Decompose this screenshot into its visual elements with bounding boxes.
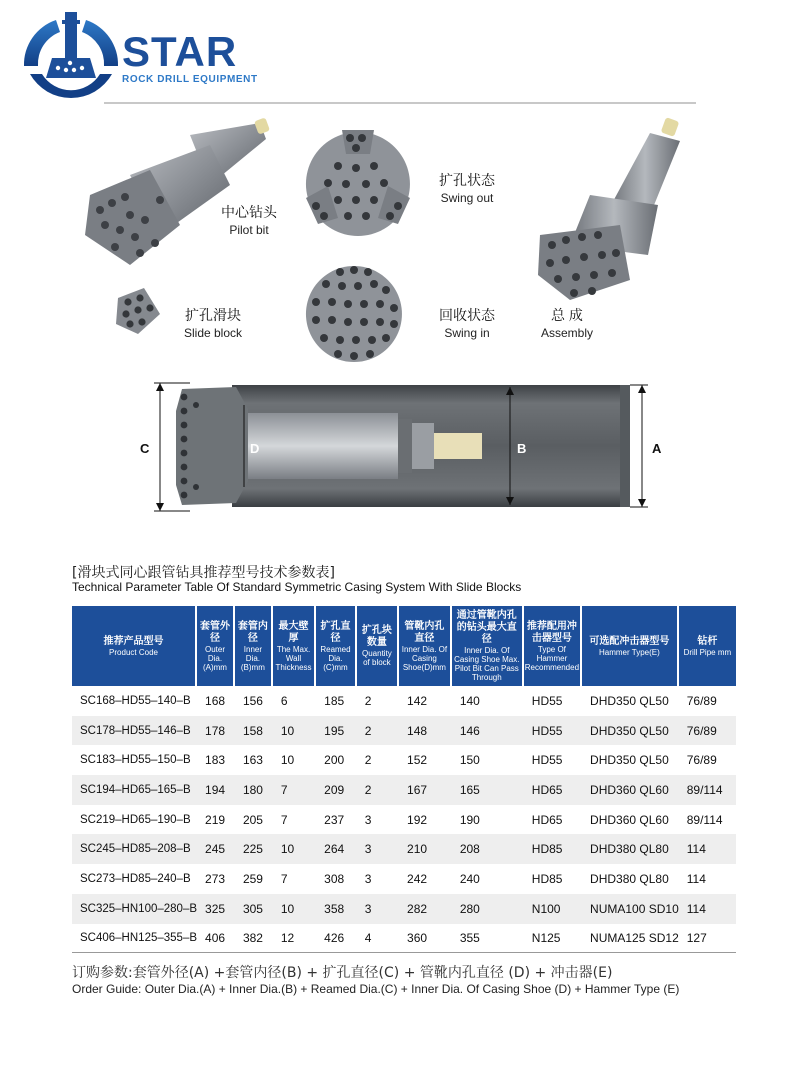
table-cell: 209 — [316, 775, 357, 805]
table-cell: 185 — [324, 693, 345, 708]
table-cell: 219 — [205, 812, 226, 827]
table-cell: 245 — [197, 834, 235, 864]
table-cell: 158 — [235, 716, 273, 746]
product-code-cell: SC168–HD55–140–B — [80, 694, 191, 707]
caption-en: Pilot bit — [229, 223, 269, 237]
caption-en: Swing in — [444, 326, 490, 340]
table-row — [72, 924, 736, 954]
product-code-cell: SC325–HN100–280–B — [72, 894, 197, 924]
table-title-cn: [滑块式同心跟管钻具推荐型号技术参数表] — [72, 565, 335, 581]
table-cell: 2 — [364, 693, 372, 708]
table-cell: 178 — [197, 716, 235, 746]
table-cell: DHD350 QL50 — [590, 753, 669, 768]
table-cell: 205 — [242, 812, 263, 827]
header-reamed-dia: 扩孔直径 Reamed Dia.(C)mm — [316, 606, 357, 686]
table-cell: 280 — [452, 894, 524, 924]
table-cell: DHD360 QL60 — [590, 812, 669, 827]
table-cell: 240 — [459, 871, 480, 886]
pilot-bit-image — [70, 115, 270, 275]
table-cell: 168 — [205, 693, 226, 708]
table-cell: 2 — [357, 775, 399, 805]
table-cell: 76/89 — [686, 753, 717, 768]
product-code-cell: SC406–HN125–355–B — [80, 932, 198, 945]
table-cell: 242 — [407, 871, 428, 886]
header-product-code: 推荐产品型号 Product Code — [72, 606, 197, 686]
table-cell: 152 — [407, 753, 428, 768]
table-row — [72, 864, 736, 894]
brand-block — [122, 28, 258, 85]
product-code-cell: SC219–HD65–190–B — [80, 813, 191, 826]
table-cell: 167 — [399, 775, 452, 805]
table-cell: 10 — [280, 753, 295, 768]
table-cell: 426 — [324, 931, 345, 946]
table-cell: 7 — [273, 775, 316, 805]
header-hammer-type: 可选配冲击器型号 Hammer Type(E) — [582, 606, 679, 686]
header-max-pilot-bit: 通过管靴内孔的钻头最大直径 Inner Dia. Of Casing Shoe Max. Pilot Bit Can Pass Through — [452, 606, 524, 686]
table-cell: 264 — [316, 834, 357, 864]
table-cell: 210 — [399, 834, 452, 864]
header-inner-dia: 套管内径 Inner Dia.(B)mm — [235, 606, 273, 686]
table-title-en: Technical Parameter Table Of Standard Symmetric Casing System With Slide Blocks — [72, 580, 522, 594]
brand-tagline: ROCK DRILL EQUIPMENT — [122, 74, 258, 85]
dimension-label-d: D — [250, 441, 260, 456]
table-cell: 10 — [273, 894, 316, 924]
table-cell: 142 — [407, 693, 428, 708]
table-cell: 273 — [205, 871, 226, 886]
table-cell: 3 — [364, 871, 372, 886]
table-cell: 259 — [242, 871, 263, 886]
dimension-label-c: C — [140, 441, 150, 456]
header-wall-thickness: 最大壁厚 The Max. Wall Thickness — [273, 606, 316, 686]
table-cell: 76/89 — [679, 716, 736, 746]
caption-en: Swing out — [440, 191, 494, 205]
table-cell: HD55 — [531, 753, 563, 768]
table-cell: 308 — [324, 871, 345, 886]
parameter-table — [72, 606, 736, 953]
caption-cn: 回收状态 — [439, 307, 495, 323]
table-cell: 360 — [407, 931, 428, 946]
table-cell: 2 — [364, 753, 372, 768]
table-cell: 148 — [399, 716, 452, 746]
table-cell: DHD350 QL50 — [582, 716, 679, 746]
table-cell: 89/114 — [686, 812, 723, 827]
product-code-cell: SC183–HD55–150–B — [80, 754, 191, 767]
table-cell: HD55 — [531, 693, 563, 708]
header-recommended-hammer: 推荐配用冲击器型号 Type Of Hammer Recommended — [524, 606, 582, 686]
table-cell: 7 — [280, 812, 288, 827]
slide-block-image — [112, 286, 162, 336]
order-guide-cn: 订购参数:套管外径(A) +套管内径(B) + 扩孔直径(C) + 管靴内孔直径 (D) + 冲击器(E) — [72, 965, 613, 981]
table-cell: 3 — [364, 812, 372, 827]
table-cell: DHD360 QL60 — [582, 775, 679, 805]
table-cell: 7 — [280, 871, 288, 886]
table-cell: 325 — [197, 894, 235, 924]
casing-cross-section-diagram — [130, 375, 670, 523]
table-cell: 150 — [459, 753, 480, 768]
table-row — [72, 745, 736, 775]
caption-assembly — [524, 306, 610, 342]
table-cell: 183 — [205, 753, 226, 768]
header-block-qty: 扩孔块数量 Quantity of block — [357, 606, 399, 686]
table-cell: 156 — [242, 693, 263, 708]
product-code-cell: SC245–HD85–208–B — [72, 834, 197, 864]
caption-swing-out — [420, 171, 514, 207]
caption-swing-in — [420, 306, 514, 342]
table-cell: 114 — [686, 871, 706, 886]
product-code-cell: SC178–HD55–146–B — [72, 716, 197, 746]
table-cell: HD55 — [524, 716, 582, 746]
table-cell: HD85 — [531, 871, 563, 886]
table-cell: 140 — [459, 693, 480, 708]
assembly-image — [530, 115, 690, 305]
table-cell: 200 — [324, 753, 345, 768]
table-cell: 127 — [686, 931, 707, 946]
caption-cn: 中心钻头 — [221, 204, 277, 220]
caption-cn: 扩孔状态 — [439, 172, 495, 188]
table-cell: 282 — [399, 894, 452, 924]
table-row — [72, 775, 736, 805]
dimension-label-a: A — [652, 441, 662, 456]
table-cell: HD65 — [524, 775, 582, 805]
table-cell: 382 — [242, 931, 263, 946]
caption-cn: 扩孔滑块 — [185, 307, 241, 323]
table-cell: 358 — [316, 894, 357, 924]
dimension-label-b: B — [517, 441, 527, 456]
table-row — [72, 686, 736, 716]
table-row — [72, 834, 736, 864]
table-cell: 305 — [235, 894, 273, 924]
table-cell: 2 — [357, 716, 399, 746]
caption-cn: 总 成 — [551, 307, 583, 323]
table-cell: N125 — [531, 931, 561, 946]
table-cell: NUMA125 SD12 — [590, 931, 679, 946]
table-cell: 10 — [273, 716, 316, 746]
table-header-row — [72, 606, 736, 686]
table-cell: 406 — [205, 931, 226, 946]
header-drill-pipe: 钻杆 Drill Pipe mm — [679, 606, 736, 686]
table-cell: 190 — [459, 812, 480, 827]
caption-en: Slide block — [183, 326, 243, 340]
table-cell: 163 — [242, 753, 263, 768]
header-shoe-inner-dia: 管靴内孔直径 Inner Dia. Of Casing Shoe(D)mm — [399, 606, 452, 686]
table-row — [72, 805, 736, 835]
caption-pilot-bit — [204, 203, 294, 239]
table-cell: 195 — [316, 716, 357, 746]
table-cell: HD85 — [524, 834, 582, 864]
table-cell: DHD380 QL80 — [590, 871, 669, 886]
order-guide-divider — [72, 952, 736, 953]
table-cell: 192 — [407, 812, 428, 827]
table-cell: 89/114 — [679, 775, 736, 805]
caption-en: Assembly — [540, 326, 593, 340]
table-cell: 165 — [452, 775, 524, 805]
table-cell: 4 — [364, 931, 372, 946]
product-code-cell: SC273–HD85–240–B — [80, 872, 191, 885]
table-cell: DHD380 QL80 — [582, 834, 679, 864]
table-cell: 6 — [280, 693, 288, 708]
table-cell: 3 — [357, 894, 399, 924]
table-cell: NUMA100 SD10 — [582, 894, 679, 924]
table-cell: DHD350 QL50 — [590, 693, 669, 708]
table-cell: 12 — [280, 931, 295, 946]
table-cell: 355 — [459, 931, 480, 946]
table-cell: 225 — [235, 834, 273, 864]
order-guide-en: Order Guide: Outer Dia.(A) + Inner Dia.(B) + Reamed Dia.(C) + Inner Dia. Of Casing Shoe (D) + Hammer Type (E) — [72, 982, 680, 996]
table-row — [72, 894, 736, 924]
star-logo-mark — [16, 8, 126, 100]
table-cell: HD65 — [531, 812, 563, 827]
table-row — [72, 716, 736, 746]
swing-in-image — [302, 260, 406, 368]
table-cell: N100 — [524, 894, 582, 924]
table-cell: 180 — [235, 775, 273, 805]
table-cell: 114 — [679, 834, 736, 864]
table-cell: 146 — [452, 716, 524, 746]
table-cell: 194 — [197, 775, 235, 805]
swing-out-image — [298, 128, 418, 238]
table-cell: 114 — [679, 894, 736, 924]
table-cell: 76/89 — [686, 693, 717, 708]
caption-slide-block — [166, 306, 260, 342]
table-cell: 237 — [324, 812, 345, 827]
brand-name: STAR — [122, 28, 238, 75]
header-outer-dia: 套管外径 Outer Dia.(A)mm — [197, 606, 235, 686]
table-cell: 10 — [273, 834, 316, 864]
table-cell: 208 — [452, 834, 524, 864]
product-code-cell: SC194–HD65–165–B — [72, 775, 197, 805]
header-divider — [104, 102, 696, 104]
table-cell: 3 — [357, 834, 399, 864]
